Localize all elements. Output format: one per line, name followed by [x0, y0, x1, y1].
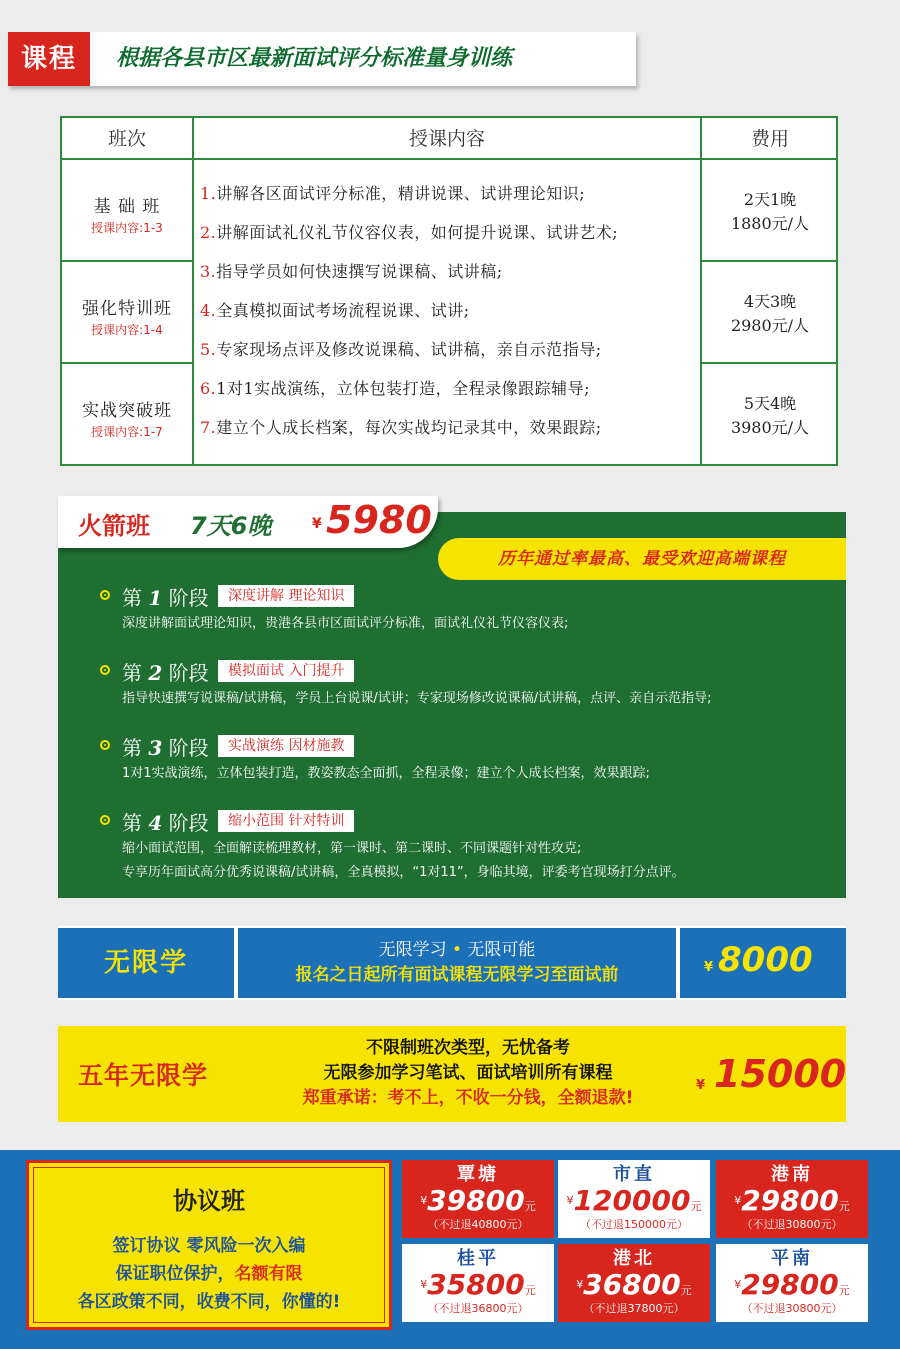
content-list [200, 174, 700, 447]
fee-intensive: 4天3晚 2980元/人 [730, 292, 810, 335]
bullet-icon [100, 665, 110, 675]
stage-tag: 深度讲解 理论知识 [218, 585, 354, 607]
stage-1 [100, 582, 840, 636]
yen-sign: ¥ [704, 960, 714, 975]
rocket-tab [58, 496, 438, 548]
unlimited-price: 8000 [718, 940, 813, 980]
stage-desc: 深度讲解面试理论知识，贵港各县市区面试评分标准，面试礼仪礼节仪容仪表; [122, 616, 569, 631]
list-item: 4.全真模拟面试考场流程说课、试讲; [200, 301, 470, 320]
fee-basic: 2天1晚 1880元/人 [730, 190, 810, 233]
unlimited-desc-cell: 无限学习 • 无限可能 报名之日起所有面试课程无限学习至面试前 [238, 928, 676, 998]
unlimited-price-cell [680, 928, 846, 998]
class-basic [62, 192, 192, 236]
fee-breakthrough: 5天4晚 3980元/人 [730, 394, 810, 437]
stage-label: 第 2 阶段 [122, 661, 209, 685]
stage-desc: 专享历年面试高分优秀说课稿/试讲稿，全真模拟，“1对11”，身临其境，评委考官现场打分点评。 [122, 865, 685, 880]
list-item: 7.建立个人成长档案，每次实战均记录其中，效果跟踪; [200, 418, 602, 437]
class-name: 强化特训班 [82, 299, 172, 319]
five-year-name: 五年无限学 [78, 1061, 209, 1090]
five-year-price: 15000 [714, 1052, 847, 1096]
yen-sign: ¥ [696, 1078, 706, 1093]
list-item: 5.专家现场点评及修改说课稿、试讲稿，亲自示范指导; [200, 340, 602, 359]
list-item: 1.讲解各区面试评分标准，精讲说课、试讲理论知识; [200, 184, 586, 203]
list-item: 3.指导学员如何快速撰写说课稿、试讲稿; [200, 262, 503, 281]
list-item: 2.讲解面试礼仪礼节仪容仪表，如何提升说课、试讲艺术; [200, 223, 619, 242]
rocket-name: 火箭班 [78, 512, 150, 540]
rocket-price: 5980 [326, 498, 432, 542]
city-card-gangbei: 港北 ¥36800元 （不过退37800元） [558, 1244, 710, 1322]
page-title: 根据各县市区最新面试评分标准量身训练 [116, 46, 513, 71]
agreement-line: 各区政策不同，收费不同，你懂的! [77, 1292, 341, 1312]
header-fee: 费用 [750, 128, 789, 150]
city-card-shizhi: 市直 ¥120000元 （不过退150000元） [558, 1160, 710, 1238]
stage-desc: 指导快速撰写说课稿/试讲稿，学员上台说课/试讲；专家现场修改说课稿/试讲稿，点评、亲自示范指导; [122, 691, 712, 706]
stage-tag: 模拟面试 入门提升 [218, 660, 354, 682]
city-card-pingnan: 平南 ¥29800元 （不过退30800元） [716, 1244, 868, 1322]
rocket-slogan: 历年通过率最高、最受欢迎高端课程 [438, 538, 846, 580]
class-name: 实战突破班 [82, 401, 172, 421]
stage-2 [100, 657, 840, 711]
stage-3 [100, 732, 840, 786]
five-year-panel [58, 1026, 846, 1122]
stage-desc: 缩小面试范围，全面解读梳理教材，第一课时、第二课时、不同课题针对性攻克; [122, 841, 582, 856]
agreement-line: 签订协议 零风险一次入编 [112, 1236, 306, 1256]
class-scope: 授课内容:1-7 [91, 425, 163, 439]
rocket-days: 7天6晚 [190, 512, 272, 540]
five-year-desc: 不限制班次类型，无忧备考 无限参加学习笔试、面试培训所有课程 郑重承诺：考不上，不收一分钱，全额退款! [302, 1038, 634, 1108]
header-banner [8, 32, 636, 86]
header-content: 授课内容 [408, 128, 485, 150]
bullet-icon [100, 740, 110, 750]
agreement-line: 保证职位保护，名额有限 [115, 1264, 303, 1284]
city-card-gangnan: 港南 ¥29800元 （不过退30800元） [716, 1160, 868, 1238]
class-scope: 授课内容:1-4 [91, 323, 163, 337]
class-name: 基 础 班 [93, 197, 161, 217]
stage-tag: 实战演练 因材施教 [218, 735, 354, 757]
unlimited-name-cell: 无限学 [58, 928, 234, 998]
agreement-title: 协议班 [173, 1186, 245, 1215]
list-item: 6.1对1实战演练，立体包装打造，全程录像跟踪辅导; [200, 379, 591, 398]
yen-sign: ¥ [312, 516, 322, 532]
stage-label: 第 4 阶段 [122, 811, 209, 835]
header-class: 班次 [107, 128, 146, 150]
city-card-qintang: 覃塘 ¥39800元 （不过退40800元） [402, 1160, 554, 1238]
class-breakthrough [62, 396, 192, 440]
course-table [60, 116, 838, 466]
bullet-icon [100, 815, 110, 825]
city-card-guiping: 桂平 ¥35800元 （不过退36800元） [402, 1244, 554, 1322]
class-scope: 授课内容:1-3 [91, 221, 163, 235]
stage-label: 第 3 阶段 [122, 736, 209, 760]
stage-tag: 缩小范围 针对特训 [218, 810, 354, 832]
class-intensive [62, 294, 192, 338]
course-badge: 课程 [8, 32, 90, 86]
stage-desc: 1对1实战演练，立体包装打造，教姿教态全面抓，全程录像；建立个人成长档案，效果跟踪; [122, 766, 650, 781]
stage-label: 第 1 阶段 [122, 586, 209, 610]
stage-4 [100, 807, 840, 885]
bullet-icon [100, 590, 110, 600]
agreement-box [26, 1160, 392, 1330]
